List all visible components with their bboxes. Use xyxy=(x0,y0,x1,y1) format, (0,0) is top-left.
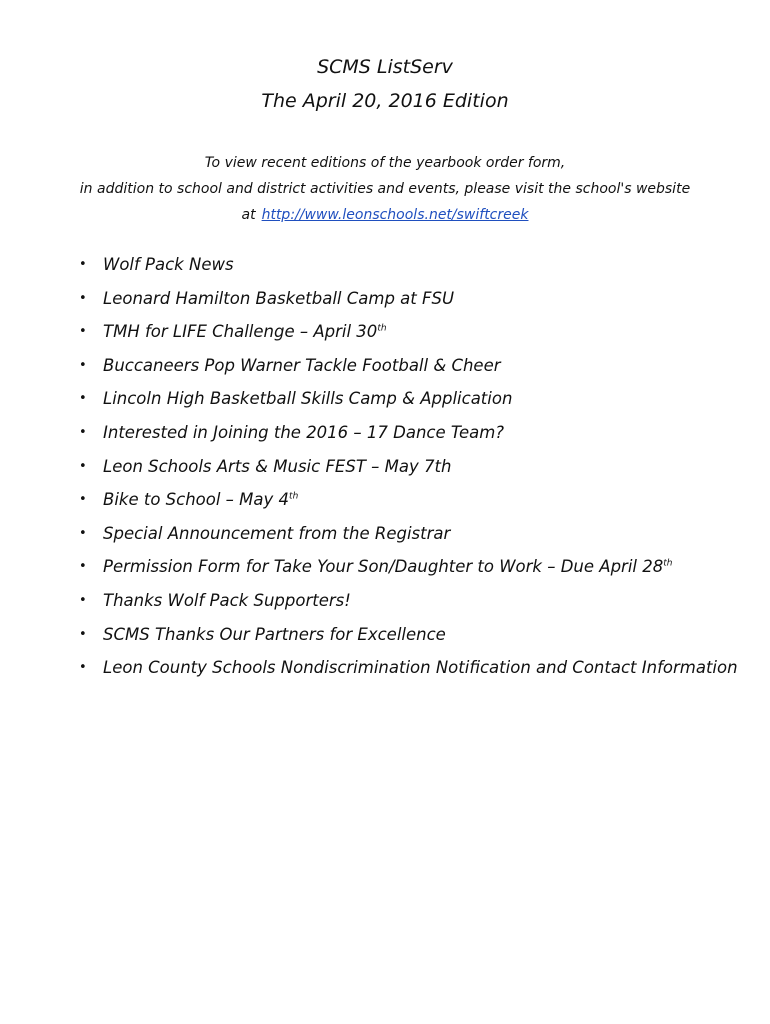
bullet-icon: • xyxy=(79,290,87,306)
list-item-label: Buccaneers Pop Warner Tackle Football & Cheer xyxy=(103,355,501,375)
ordinal-suffix: th xyxy=(377,323,387,334)
list-item-label: Leon Schools Arts & Music FEST – May 7th xyxy=(103,456,452,476)
list-item-label: Leonard Hamilton Basketball Camp at FSU xyxy=(103,288,455,308)
newsletter-items-list xyxy=(0,250,770,687)
list-item[interactable] xyxy=(0,653,770,687)
list-item-text xyxy=(103,485,298,515)
list-item-label: Lincoln High Basketball Skills Camp & Application xyxy=(103,389,513,409)
school-website-link[interactable]: http://www.leonschools.net/swiftcreek xyxy=(261,207,529,223)
list-item-text xyxy=(103,552,672,582)
bullet-icon: • xyxy=(79,257,87,272)
list-item-label: Leon County Schools Nondiscrimination Notification and Contact Information xyxy=(103,658,738,678)
list-item-text xyxy=(103,452,451,482)
list-item-text xyxy=(103,653,738,683)
list-item-text xyxy=(103,620,446,650)
intro-line-3 xyxy=(0,202,770,228)
list-item-label: Bike to School – May 4 xyxy=(103,490,290,510)
bullet-icon: • xyxy=(79,559,87,575)
list-item-text xyxy=(103,586,351,616)
list-item-label: Special Announcement from the Registrar xyxy=(103,523,451,543)
bullet-icon: • xyxy=(79,324,87,340)
list-item[interactable] xyxy=(0,384,770,418)
list-item-text xyxy=(103,384,512,414)
bullet-icon: • xyxy=(79,525,87,541)
edition-date: The April 20, 2016 Edition xyxy=(261,90,509,112)
list-item[interactable] xyxy=(0,351,770,385)
list-item-label: Permission Form for Take Your Son/Daughter to Work – Due April 28 xyxy=(103,557,664,577)
list-item[interactable] xyxy=(0,284,770,318)
list-item-label: TMH for LIFE Challenge – April 30 xyxy=(103,322,378,342)
bullet-icon: • xyxy=(79,592,87,608)
document-header xyxy=(0,50,770,118)
ordinal-suffix: th xyxy=(663,558,673,569)
intro-paragraph xyxy=(0,150,770,228)
intro-line-2: in addition to school and district activities and events, please visit the school's website xyxy=(79,181,691,197)
bullet-icon: • xyxy=(79,391,87,407)
list-item[interactable] xyxy=(0,519,770,553)
page-title: SCMS ListServ xyxy=(317,56,453,78)
at-label: at xyxy=(241,207,256,223)
list-item-label: SCMS Thanks Our Partners for Excellence xyxy=(103,624,446,644)
list-item[interactable] xyxy=(0,620,770,654)
bullet-icon: • xyxy=(79,492,87,508)
list-item[interactable] xyxy=(0,586,770,620)
list-item-label: Wolf Pack News xyxy=(103,255,234,274)
list-item-text xyxy=(103,418,504,448)
list-item[interactable] xyxy=(0,452,770,486)
list-item[interactable] xyxy=(0,485,770,519)
list-item[interactable] xyxy=(0,552,770,586)
list-item[interactable] xyxy=(0,317,770,351)
list-item-label: Thanks Wolf Pack Supporters! xyxy=(103,590,351,610)
bullet-icon: • xyxy=(79,458,87,474)
list-item[interactable] xyxy=(0,250,770,284)
list-item-text xyxy=(103,519,450,549)
list-item-text xyxy=(103,250,234,280)
list-item-label: Interested in Joining the 2016 – 17 Dance Team? xyxy=(103,422,505,442)
list-item[interactable] xyxy=(0,418,770,452)
list-item-text xyxy=(103,351,501,381)
bullet-icon: • xyxy=(79,357,87,373)
bullet-icon: • xyxy=(79,660,87,676)
intro-line-1: To view recent editions of the yearbook order form, xyxy=(204,155,566,171)
bullet-icon: • xyxy=(79,626,87,642)
list-item-text xyxy=(103,284,454,314)
bullet-icon: • xyxy=(79,424,87,440)
list-item-text xyxy=(103,317,387,347)
ordinal-suffix: th xyxy=(289,491,299,502)
